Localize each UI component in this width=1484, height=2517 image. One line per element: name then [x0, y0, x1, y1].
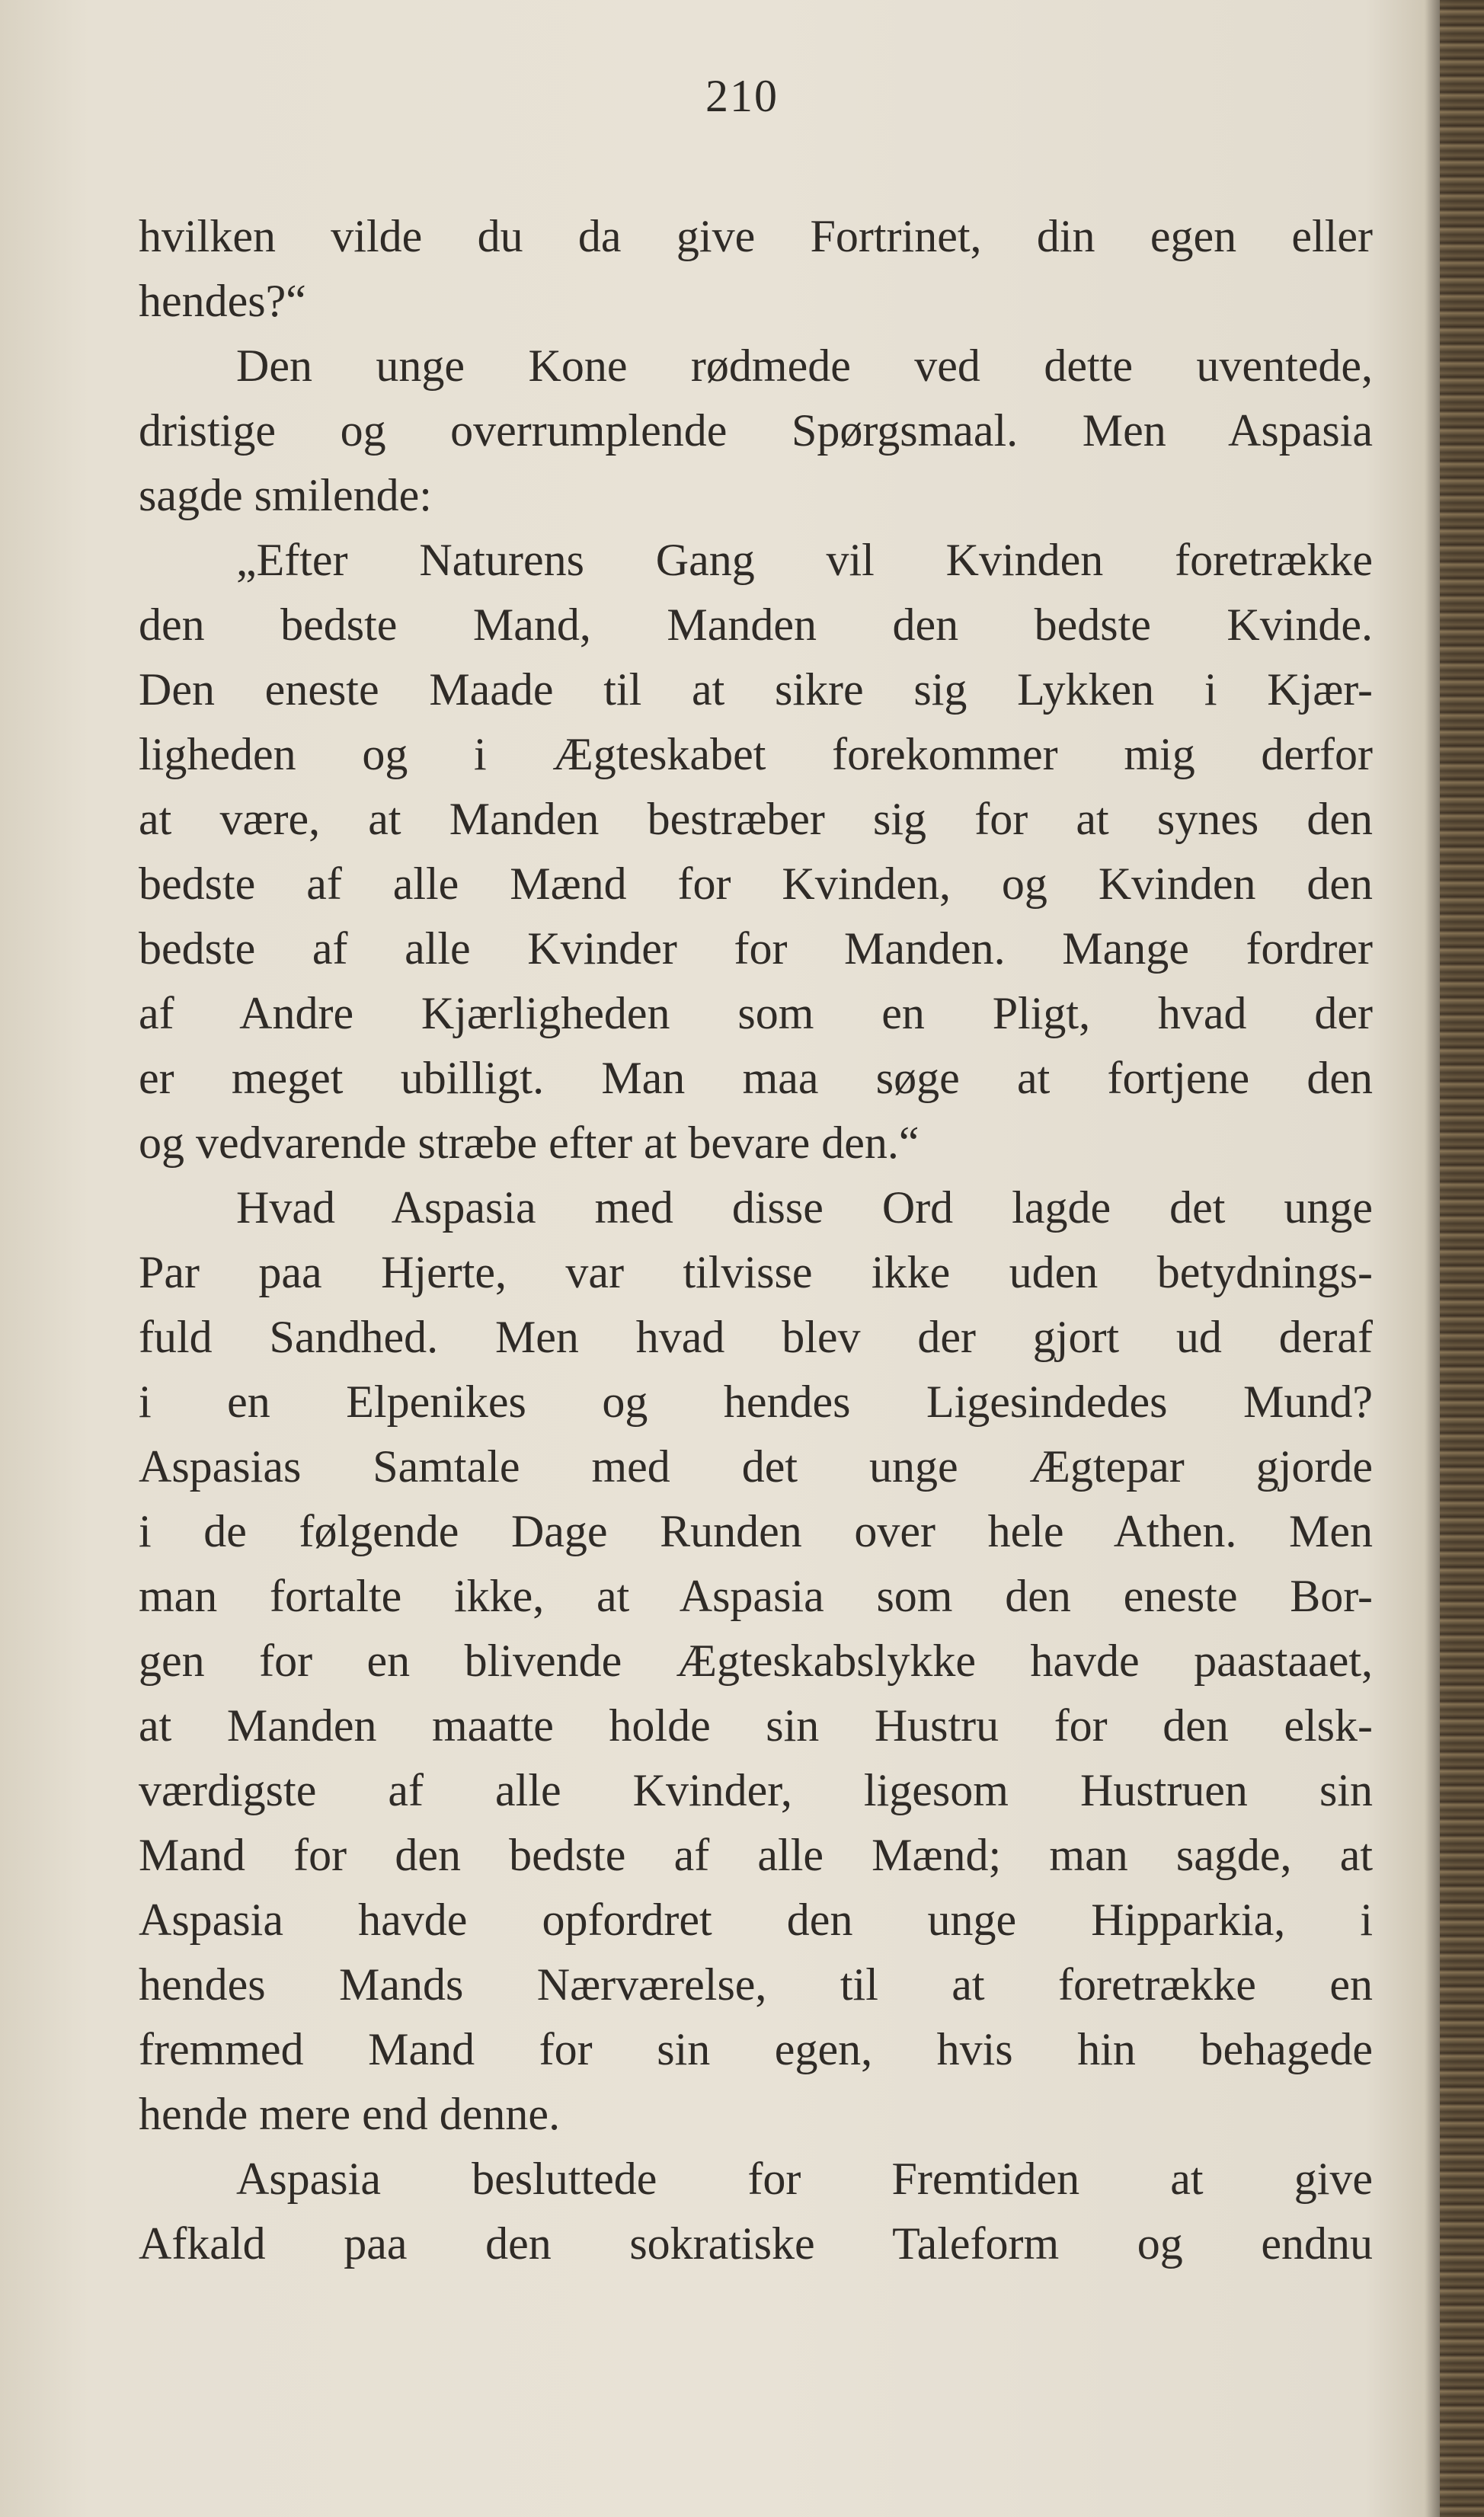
text-line: man fortalte ikke, at Aspasia som den eneste Bor-: [139, 1571, 1373, 1621]
body-text: [139, 204, 1373, 2276]
text-line: Den eneste Maade til at sikre sig Lykken i Kjær-: [139, 664, 1373, 715]
text-line: af Andre Kjærligheden som en Pligt, hvad der: [139, 988, 1373, 1038]
text-line: at Manden maatte holde sin Hustru for den elsk-: [139, 1700, 1373, 1751]
text-line: at være, at Manden bestræber sig for at synes den: [139, 794, 1373, 844]
text-line: sagde smilende:: [139, 470, 432, 520]
page-number: 210: [705, 71, 779, 121]
text-line: hende mere end denne.: [139, 2089, 561, 2139]
text-line: værdigste af alle Kvinder, ligesom Hustruen sin: [139, 1765, 1373, 1815]
text-line: fremmed Mand for sin egen, hvis hin behagede: [139, 2024, 1373, 2074]
text-line: „Efter Naturens Gang vil Kvinden foretrække: [236, 535, 1373, 585]
text-line: dristige og overrumplende Spørgsmaal. Men Aspasia: [139, 405, 1373, 456]
text-line: er meget ubilligt. Man maa søge at fortjene den: [139, 1053, 1373, 1103]
page-edge-shadow: [1440, 0, 1484, 2517]
text-line: Hvad Aspasia med disse Ord lagde det unge: [236, 1182, 1373, 1233]
text-line: i en Elpenikes og hendes Ligesindedes Mund?: [139, 1377, 1373, 1427]
text-line: Par paa Hjerte, var tilvisse ikke uden betydnings-: [139, 1247, 1373, 1297]
text-line: hendes Mands Nærværelse, til at foretrække en: [139, 1959, 1373, 2010]
text-line: fuld Sandhed. Men hvad blev der gjort ud deraf: [139, 1312, 1373, 1362]
text-line: Den unge Kone rødmede ved dette uventede,: [236, 341, 1373, 391]
text-line: gen for en blivende Ægteskabslykke havde paastaaet,: [139, 1636, 1373, 1686]
text-line: hvilken vilde du da give Fortrinet, din egen eller: [139, 211, 1373, 261]
text-line: hendes?“: [139, 276, 306, 326]
text-line: bedste af alle Mænd for Kvinden, og Kvinden den: [139, 859, 1373, 909]
text-line: Aspasia havde opfordret den unge Hipparkia, i: [139, 1895, 1373, 1945]
text-line: Aspasia besluttede for Fremtiden at give: [236, 2154, 1373, 2204]
text-line: i de følgende Dage Runden over hele Athen. Men: [139, 1506, 1373, 1556]
text-line: og vedvarende stræbe efter at bevare den.“: [139, 1118, 920, 1168]
text-line: ligheden og i Ægteskabet forekommer mig derfor: [139, 729, 1373, 779]
text-line: Afkald paa den sokratiske Taleform og endnu: [139, 2218, 1373, 2269]
text-line: Mand for den bedste af alle Mænd; man sagde, at: [139, 1830, 1373, 1880]
text-line: den bedste Mand, Manden den bedste Kvinde.: [139, 600, 1373, 650]
text-line: Aspasias Samtale med det unge Ægtepar gjorde: [139, 1441, 1373, 1492]
text-line: bedste af alle Kvinder for Manden. Mange fordrer: [139, 923, 1373, 974]
